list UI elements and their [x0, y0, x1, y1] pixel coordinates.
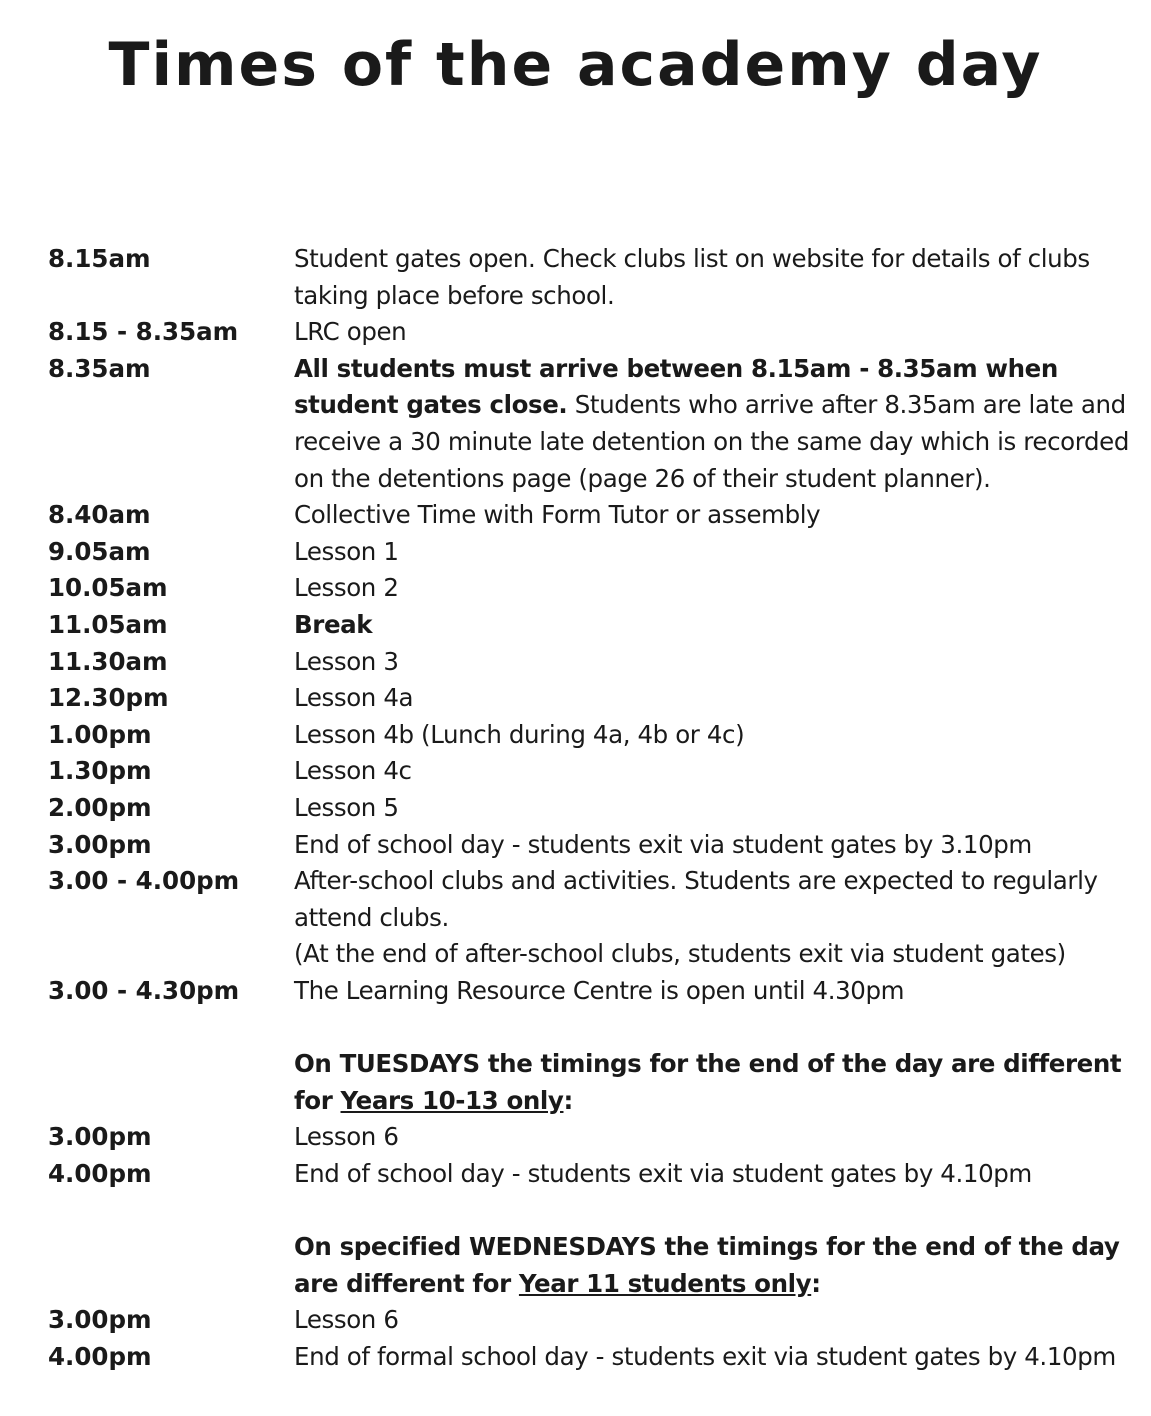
- row-time: 3.00pm: [48, 1122, 152, 1152]
- row-description: End of school day - students exit via student gates by 3.10pm: [294, 829, 1032, 859]
- row-description: Lesson 6: [294, 1305, 399, 1335]
- section-gap: [48, 1192, 1138, 1229]
- schedule-row: [48, 753, 1138, 790]
- tuesday-heading-text: On TUESDAYS the timings for the end of the day are different for: [294, 1049, 1122, 1115]
- row-description: Lesson 1: [294, 536, 399, 566]
- wednesday-heading-colon: :: [811, 1268, 821, 1298]
- arrival-rule: All students must arrive between 8.15am - 8.35am when student gates close.: [294, 353, 1058, 420]
- late-detention-note: Students who arrive after 8.35am are late and receive a 30 minute late detention on the same day which is recorded on the detentions page (page 26 of their student planner).: [294, 390, 1129, 493]
- schedule-row: [48, 351, 1138, 497]
- row-time: 3.00pm: [48, 829, 152, 859]
- row-description: The Learning Resource Centre is open until 4.30pm: [294, 975, 905, 1005]
- schedule-row: [48, 607, 1138, 644]
- schedule: [48, 241, 1138, 1375]
- section-gap: [48, 1009, 1138, 1046]
- row-time: 1.00pm: [48, 719, 152, 749]
- schedule-row: [48, 534, 1138, 571]
- row-description: Student gates open. Check clubs list on website for details of clubs taking place before school.: [294, 244, 1090, 310]
- row-time: 8.35am: [48, 353, 151, 383]
- tuesday-heading: [294, 1046, 1138, 1119]
- row-description: Lesson 4c: [294, 756, 412, 786]
- clubs-note: After-school clubs and activities. Students are expected to regularly attend clubs.: [294, 866, 1098, 932]
- row-time: 3.00pm: [48, 1305, 152, 1335]
- schedule-row: [48, 570, 1138, 607]
- row-time-empty: [48, 1046, 294, 1119]
- clubs-exit-note: (At the end of after-school clubs, students exit via student gates): [294, 939, 1066, 969]
- schedule-row: [48, 790, 1138, 827]
- row-description: End of school day - students exit via student gates by 4.10pm: [294, 1158, 1032, 1188]
- schedule-row: [48, 1302, 1138, 1339]
- schedule-row: [48, 1156, 1138, 1193]
- row-time: 3.00 - 4.00pm: [48, 866, 240, 896]
- row-time: 1.30pm: [48, 756, 152, 786]
- row-description: [294, 351, 1138, 497]
- row-description: Lesson 5: [294, 792, 399, 822]
- schedule-row: [48, 827, 1138, 864]
- row-description: Lesson 3: [294, 646, 399, 676]
- row-description: Collective Time with Form Tutor or assembly: [294, 500, 821, 530]
- tuesday-heading-colon: :: [563, 1085, 573, 1115]
- tuesday-heading-years: Years 10-13 only: [340, 1085, 564, 1115]
- row-description: Lesson 4b (Lunch during 4a, 4b or 4c): [294, 719, 745, 749]
- row-description: Break: [294, 609, 373, 639]
- row-time: 11.05am: [48, 609, 168, 639]
- row-time-empty: [48, 1229, 294, 1302]
- schedule-row: [48, 973, 1138, 1010]
- row-time: 8.15 - 8.35am: [48, 317, 239, 347]
- row-description: Lesson 4a: [294, 683, 414, 713]
- row-time: 10.05am: [48, 573, 168, 603]
- row-description: Lesson 6: [294, 1122, 399, 1152]
- row-description: [294, 863, 1138, 973]
- row-time: 9.05am: [48, 536, 151, 566]
- wednesday-heading-text: On specified WEDNESDAYS the timings for the end of the day are different for: [294, 1232, 1120, 1298]
- tuesday-heading-row: [48, 1046, 1138, 1119]
- schedule-row: [48, 1339, 1138, 1376]
- wednesday-heading-years: Year 11 students only: [518, 1268, 812, 1298]
- row-time: 12.30pm: [48, 683, 169, 713]
- schedule-row: [48, 1119, 1138, 1156]
- row-time: 4.00pm: [48, 1341, 152, 1371]
- row-time: 2.00pm: [48, 792, 152, 822]
- row-time: 11.30am: [48, 646, 168, 676]
- wednesday-heading-row: [48, 1229, 1138, 1302]
- schedule-row: [48, 863, 1138, 973]
- wednesday-heading: [294, 1229, 1138, 1302]
- schedule-row: [48, 717, 1138, 754]
- schedule-row: [48, 241, 1138, 314]
- schedule-row: [48, 644, 1138, 681]
- row-description: Lesson 2: [294, 573, 399, 603]
- schedule-row: [48, 680, 1138, 717]
- row-description: LRC open: [294, 317, 407, 347]
- row-time: 3.00 - 4.30pm: [48, 975, 240, 1005]
- schedule-row: [48, 314, 1138, 351]
- row-time: 8.15am: [48, 244, 151, 273]
- row-time: 8.40am: [48, 500, 151, 530]
- row-description: End of formal school day - students exit via student gates by 4.10pm: [294, 1341, 1116, 1371]
- row-time: 4.00pm: [48, 1158, 152, 1188]
- schedule-row: [48, 497, 1138, 534]
- page-title: Times of the academy day: [108, 30, 1043, 100]
